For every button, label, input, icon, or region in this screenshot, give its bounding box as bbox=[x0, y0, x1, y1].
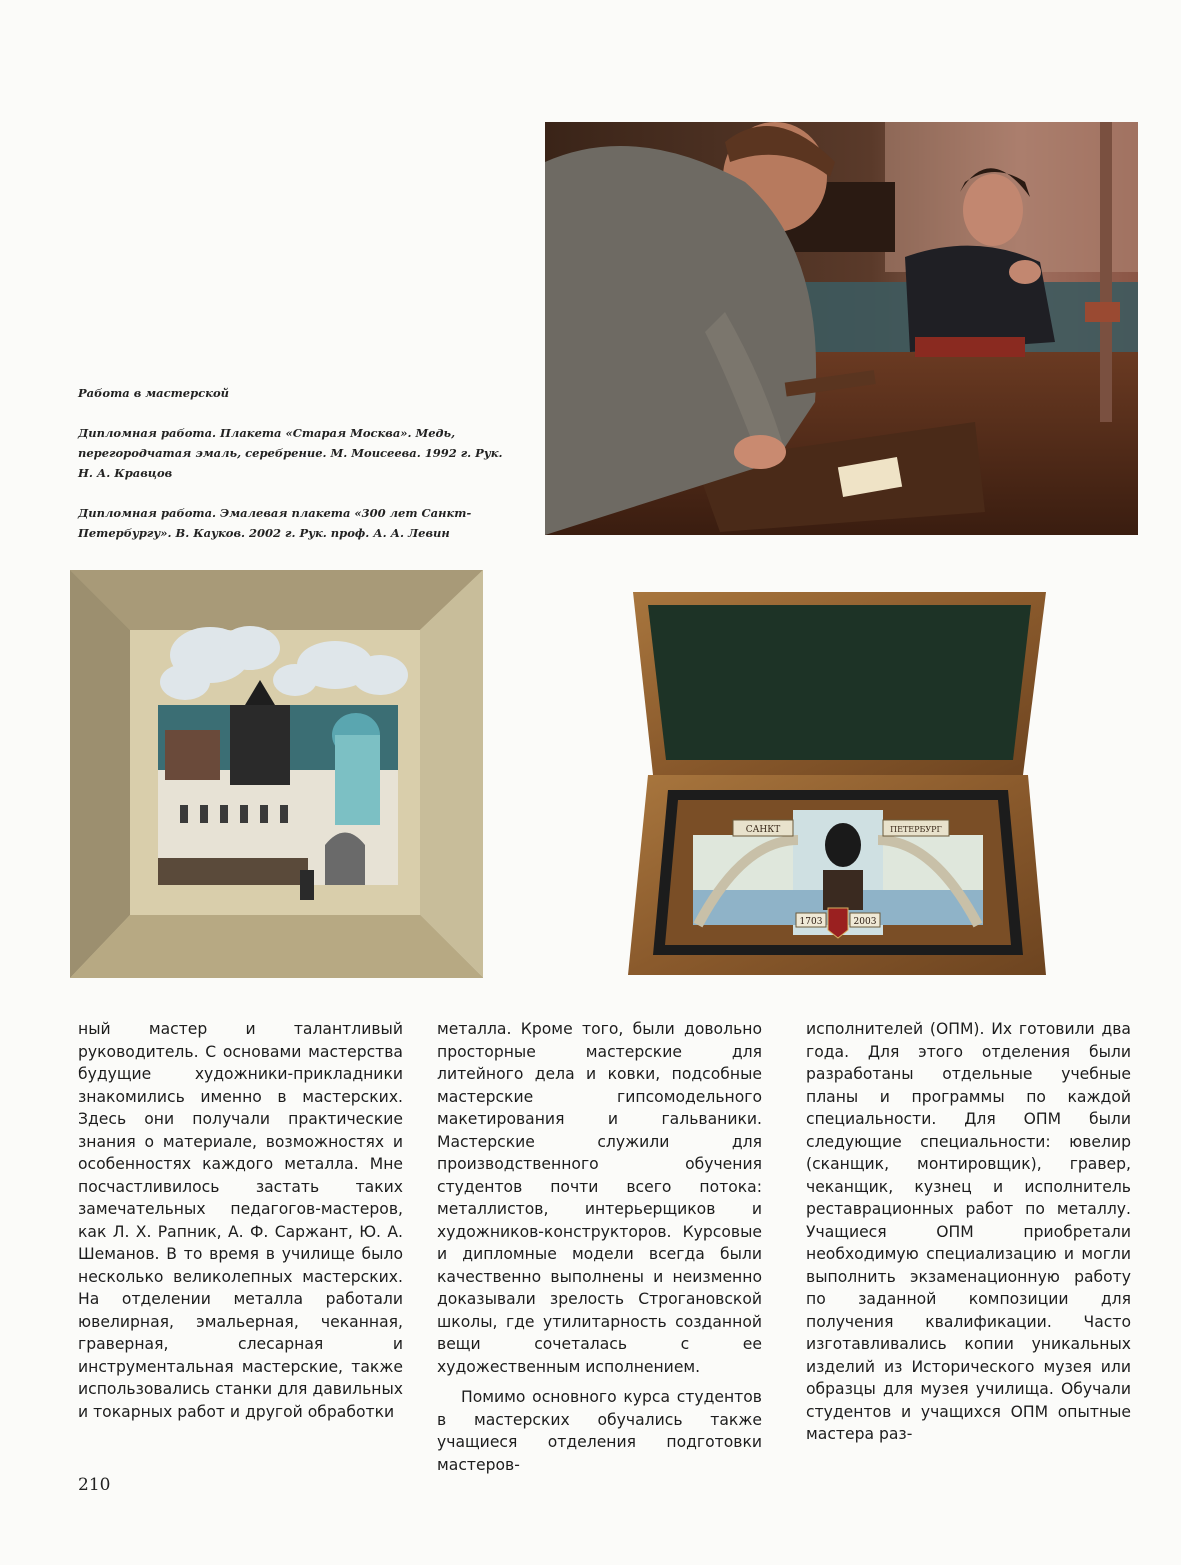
text-column-1 bbox=[78, 1018, 403, 1423]
column-3-paragraph: исполнителей (ОПМ). Их готовили два года. Для этого отделения были разработаны отдельные учебные планы и программы по каждой специальности. Для ОПМ были следующие специальности: ювелир (сканщик, монтировщик), гравер, чеканщик, кузнец и исполнитель реставрационных работ по металлу. Учащиеся ОПМ приобретали необходимую специализацию и могли выполнить экзаменационную работу по заданной композиции для получения квалификации. Часто изготавливались копии уникальных изделий из Исторического музея или образцы для музея училища. Обучали студентов и учащихся ОПМ опытные мастера раз- bbox=[806, 1020, 1131, 1443]
column-1-paragraph: ный мастер и талантливый руководитель. С основами мастерства будущие художники-прикладники знакомились именно в мастерских. Здесь они получали практические знания о материале, возможностях и особенностях каждого металла. Мне посчастливилось застать таких замечательных педагогов-мастеров, как Л. Х. Рапник, А. Ф. Саржант, Ю. А. Шеманов. В то время в училище было несколько великолепных мастерских. На отделении металла работали ювелирная, эмальерная, чеканная, граверная, слесарная и инструментальная мастерские, также использовались станки для давильных и токарных работ и другой обработки bbox=[78, 1020, 403, 1421]
caption-workshop: Работа в мастерской bbox=[78, 386, 229, 400]
old-moscow-plaque-photo bbox=[70, 570, 483, 978]
text-column-3 bbox=[806, 1018, 1131, 1446]
plaque-banner-right: ПЕТЕРБУРГ bbox=[890, 825, 942, 834]
page-number: 210 bbox=[78, 1475, 111, 1495]
column-2-paragraph-1: металла. Кроме того, были довольно просторные мастерские для литейного дела и ковки, подсобные мастерские гипсомодельного макетирования и гальваники. Мастерские служили для производственного обучения студентов почти всего потока: металлистов, интерьерщиков и художников-конструкторов. Курсовые и дипломные модели всегда были качественно выполнены и неизменно доказывали зрелость Строгановской школы, где утилитарность созданной вещи сочеталась с ее художественным исполнением. bbox=[437, 1020, 762, 1376]
workshop-photo bbox=[545, 122, 1138, 535]
spb-300-plaque-photo bbox=[628, 590, 1048, 975]
plaque-year-right: 2003 bbox=[853, 917, 877, 927]
text-column-2 bbox=[437, 1018, 762, 1476]
caption-moscow-plaque: Дипломная работа. Плакета «Старая Москва». Медь, перегородчатая эмаль, серебрение. М. Моисеева. 1992 г. Рук. Н. А. Кравцов bbox=[78, 426, 503, 480]
plaque-year-left: 1703 bbox=[799, 917, 823, 927]
column-2-paragraph-2: Помимо основного курса студентов в мастерских обучались также учащиеся отделения подготовки мастеров- bbox=[437, 1388, 762, 1474]
plaque-banner-left: САНКТ bbox=[745, 825, 781, 835]
caption-spb-plaque: Дипломная работа. Эмалевая плакета «300 лет Санкт-Петербургу». В. Кауков. 2002 г. Рук. проф. А. А. Левин bbox=[78, 506, 472, 540]
captions-block bbox=[78, 383, 518, 563]
